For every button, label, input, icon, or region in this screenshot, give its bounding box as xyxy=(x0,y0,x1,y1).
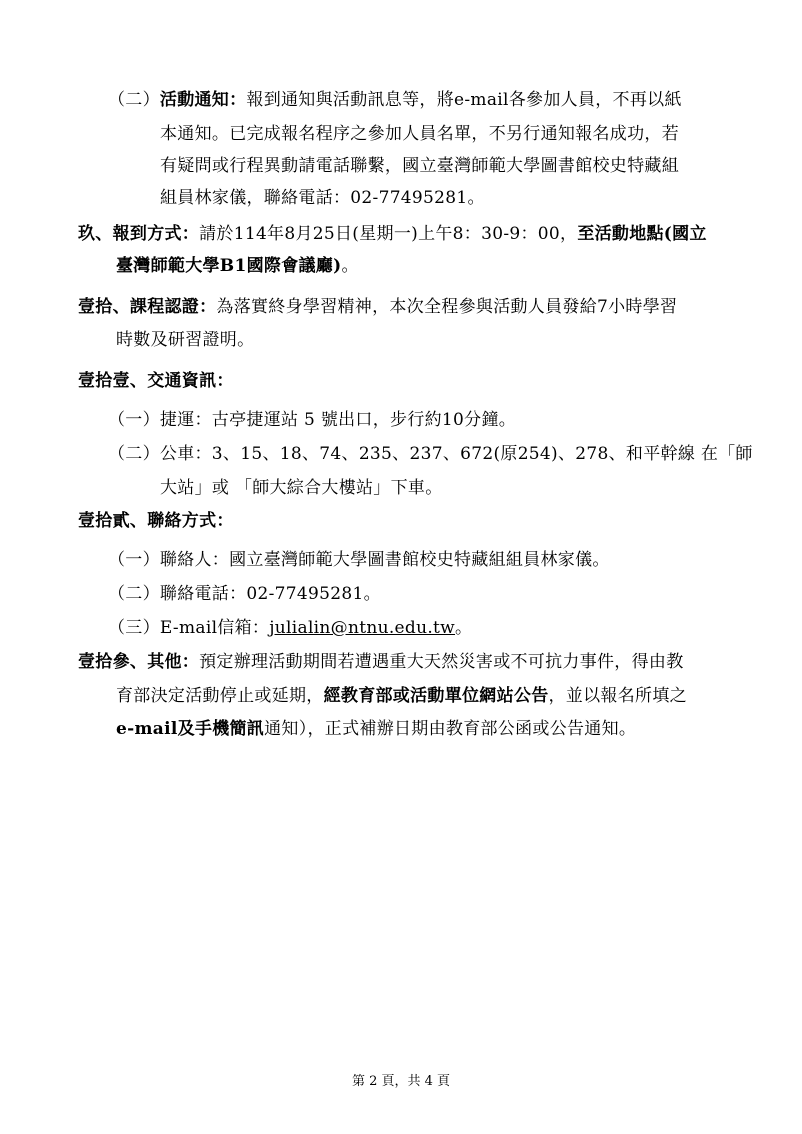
checkin-line-2 xyxy=(116,256,359,276)
course-cert-title: 壹拾、課程認證： xyxy=(78,297,217,317)
activity-notice-line-1 xyxy=(108,90,682,110)
course-cert-text-1: 為落實終身學習精神，本次全程參與活動人員發給7小時學習 xyxy=(216,297,678,317)
transport-title: 壹拾壹、交通資訊： xyxy=(78,371,234,391)
other-title: 壹拾參、其他： xyxy=(78,652,200,672)
other-line-3 xyxy=(116,719,636,739)
transport-bus-line-2: 大站」或 「師大綜合大樓站」下車。 xyxy=(160,478,443,498)
activity-notice-line-4: 組員林家儀，聯絡電話：02-77495281。 xyxy=(160,188,485,208)
contact-person-label: （一） xyxy=(108,550,160,570)
contact-email-suffix: 。 xyxy=(455,618,473,638)
checkin-line-1 xyxy=(78,224,707,244)
page-number-footer: 第 2 頁，共 4 頁 xyxy=(351,1074,451,1089)
transport-bus-label: （二） xyxy=(108,444,160,464)
activity-notice-label: （二） xyxy=(108,90,160,110)
course-cert-line-2: 時數及研習證明。 xyxy=(116,330,255,350)
checkin-text-2: 。 xyxy=(341,256,359,276)
contact-phone-line xyxy=(108,584,381,604)
transport-mrt-text: 捷運：古亭捷運站 5 號出口，步行約10分鐘。 xyxy=(159,410,517,430)
contact-email-link[interactable]: julialin@ntnu.edu.tw xyxy=(269,618,456,638)
other-line-1 xyxy=(78,652,684,672)
other-bold-announcement: 經教育部或活動單位網站公告 xyxy=(323,686,549,706)
activity-notice-line-2: 本通知。已完成報名程序之參加人員名單，不另行通知報名成功，若 xyxy=(160,124,679,144)
transport-bus-text-1: 公車：3、15、18、74、235、237、672(原254)、278、和平幹線 在「師 xyxy=(159,444,753,464)
transport-bus-line-1 xyxy=(108,444,753,464)
other-text-2: 育部決定活動停止或延期， xyxy=(116,686,324,706)
contact-person-line xyxy=(108,550,610,570)
other-bold-sms: e-mail及手機簡訊 xyxy=(116,719,265,739)
other-line-2 xyxy=(116,686,687,706)
contact-phone-text: 聯絡電話：02-77495281。 xyxy=(159,584,381,604)
transport-mrt-label: （一） xyxy=(108,410,160,430)
checkin-text-1: 請於114年8月25日(星期一)上午8：30-9：00， xyxy=(199,224,578,244)
contact-title: 壹拾貳、聯絡方式： xyxy=(78,511,234,531)
checkin-location-2: 臺灣師範大學B1國際會議廳) xyxy=(116,256,342,276)
transport-mrt-line xyxy=(108,410,516,430)
other-text-3: ，並以報名所填之 xyxy=(548,686,687,706)
contact-email-label: （三） xyxy=(108,618,160,638)
activity-notice-text-1: 報到通知與活動訊息等，將e-mail各參加人員，不再以紙 xyxy=(246,90,682,110)
contact-phone-label: （二） xyxy=(108,584,160,604)
checkin-title: 玖、報到方式： xyxy=(78,224,200,244)
contact-email-line xyxy=(108,618,472,638)
checkin-location-1: 至活動地點(國立 xyxy=(577,224,707,244)
contact-email-prefix: E-mail信箱： xyxy=(159,618,270,638)
other-text-4: 通知），正式補辦日期由教育部公函或公告通知。 xyxy=(264,719,637,739)
activity-notice-line-3: 有疑問或行程異動請電話聯繫，國立臺灣師範大學圖書館校史特藏組 xyxy=(160,156,679,176)
contact-person-text: 聯絡人：國立臺灣師範大學圖書館校史特藏組組員林家儀。 xyxy=(159,550,610,570)
activity-notice-title: 活動通知： xyxy=(159,90,247,110)
course-cert-line-1 xyxy=(78,297,677,317)
other-text-1: 預定辦理活動期間若遭遇重大天然災害或不可抗力事件，得由教 xyxy=(199,652,684,672)
